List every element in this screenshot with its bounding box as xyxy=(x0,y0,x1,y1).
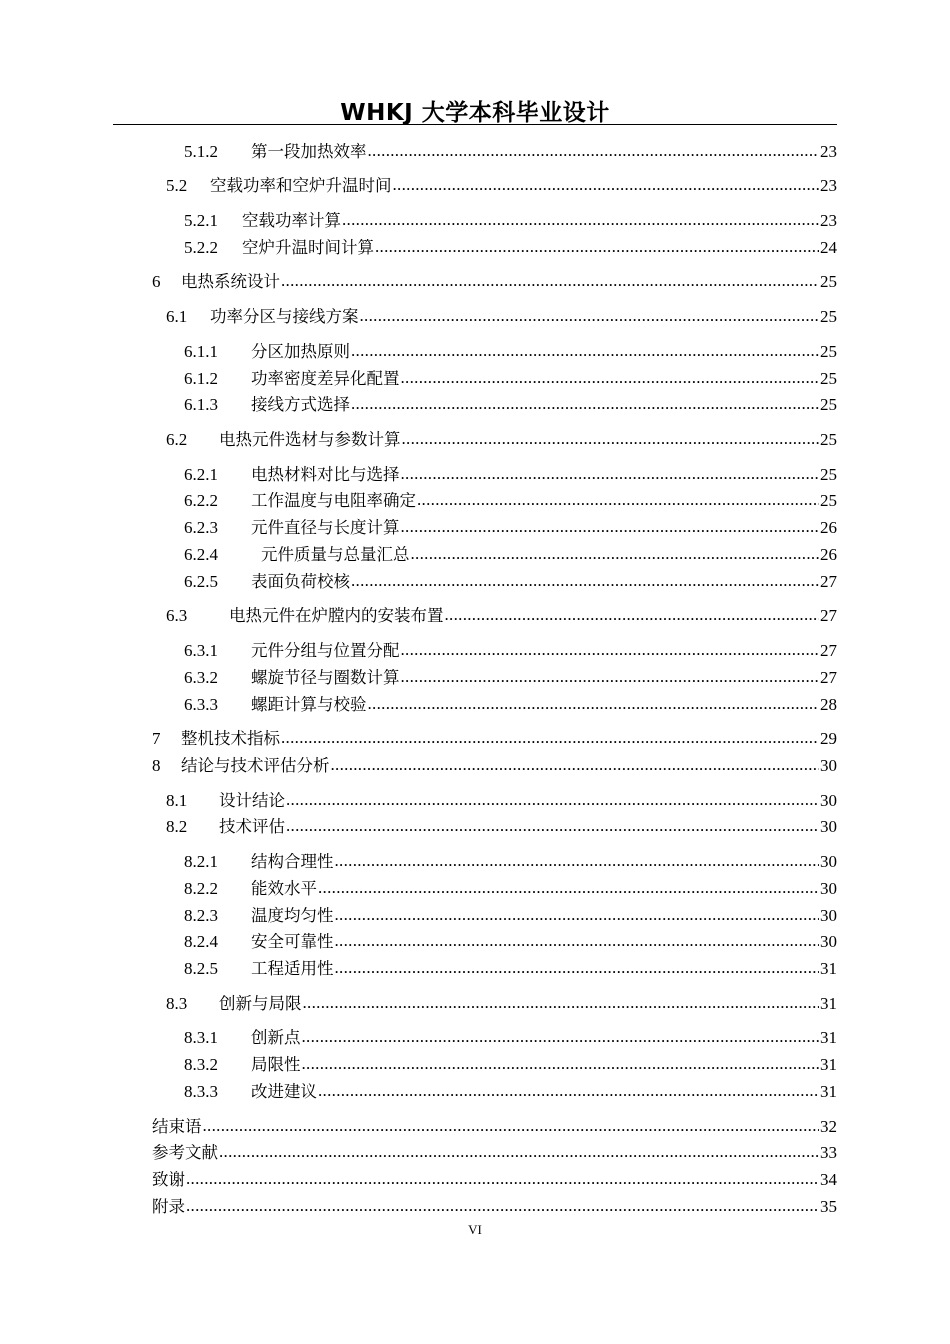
toc-dot-leader xyxy=(286,816,819,836)
toc-dot-leader xyxy=(219,1142,819,1162)
toc-entry-title: 工作温度与电阻率确定 xyxy=(251,491,416,510)
toc-entry-number: 6.3.2 xyxy=(184,668,218,687)
toc-entry-number: 6.2.2 xyxy=(184,491,218,510)
toc-entry-page: 27 xyxy=(820,668,837,687)
toc-entry-page: 29 xyxy=(820,729,837,748)
toc-entry[interactable] xyxy=(184,875,837,899)
page-number: VI xyxy=(468,1222,482,1237)
toc-entry-title: 空载功率计算 xyxy=(242,211,341,230)
toc-entry-title: 附录 xyxy=(152,1197,185,1216)
toc-dot-leader xyxy=(186,1169,819,1189)
toc-dot-leader xyxy=(375,237,819,257)
toc-entry-page: 25 xyxy=(820,369,837,388)
toc-dot-leader xyxy=(368,694,820,714)
toc-entry-number: 8.2.1 xyxy=(184,852,218,871)
toc-entry-title: 局限性 xyxy=(251,1055,301,1074)
toc-entry[interactable] xyxy=(184,568,837,592)
toc-entry-title: 改进建议 xyxy=(251,1082,317,1101)
toc-entry-page: 25 xyxy=(820,395,837,414)
toc-entry[interactable] xyxy=(152,752,837,776)
toc-entry[interactable] xyxy=(184,902,837,926)
toc-entry-page: 28 xyxy=(820,695,837,714)
toc-entry-title: 结束语 xyxy=(152,1117,202,1136)
toc-entry[interactable] xyxy=(184,514,837,538)
toc-entry-title: 分区加热原则 xyxy=(251,342,350,361)
toc-entry-title: 电热系统设计 xyxy=(181,272,280,291)
toc-entry-page: 23 xyxy=(820,211,837,230)
toc-dot-leader xyxy=(401,640,820,660)
toc-entry-title: 螺距计算与校验 xyxy=(251,695,367,714)
toc-dot-leader xyxy=(445,605,820,625)
toc-dot-leader xyxy=(351,571,819,591)
toc-entry-number: 5.2.1 xyxy=(184,211,218,230)
toc-entry-number: 5.1.2 xyxy=(184,142,218,161)
toc-dot-leader xyxy=(351,341,819,361)
toc-dot-leader xyxy=(302,1027,820,1047)
toc-entry-number: 5.2 xyxy=(166,176,188,195)
toc-entry-number: 8.3.2 xyxy=(184,1055,218,1074)
toc-entry-page: 27 xyxy=(820,606,837,625)
toc-entry-title: 整机技术指标 xyxy=(181,729,280,748)
toc-entry-page: 23 xyxy=(820,176,837,195)
toc-entry-page: 30 xyxy=(820,879,837,898)
toc-entry-title: 致谢 xyxy=(152,1170,185,1189)
toc-entry[interactable] xyxy=(166,813,837,837)
toc-entry-page: 25 xyxy=(820,307,837,326)
toc-entry-page: 25 xyxy=(820,342,837,361)
toc-entry-page: 30 xyxy=(820,756,837,775)
toc-entry-number: 6.3.1 xyxy=(184,641,218,660)
toc-entry-title: 创新点 xyxy=(251,1028,301,1047)
toc-entry[interactable] xyxy=(184,365,837,389)
toc-entry-number: 6.3.3 xyxy=(184,695,218,714)
toc-entry[interactable] xyxy=(166,787,837,811)
toc-entry-page: 23 xyxy=(820,142,837,161)
toc-dot-leader xyxy=(318,878,819,898)
toc-entry-number: 8.3 xyxy=(166,994,188,1013)
toc-entry-page: 31 xyxy=(820,1028,837,1047)
toc-entry-number: 7 xyxy=(152,729,161,748)
toc-entry-title: 螺旋节径与圈数计算 xyxy=(251,668,400,687)
toc-entry-number: 6 xyxy=(152,272,161,291)
toc-entry-title: 电热材料对比与选择 xyxy=(251,465,400,484)
toc-entry-title: 结论与技术评估分析 xyxy=(181,756,330,775)
toc-entry-page: 35 xyxy=(820,1197,837,1216)
toc-dot-leader xyxy=(417,490,819,510)
toc-dot-leader xyxy=(401,464,820,484)
toc-dot-leader xyxy=(401,368,820,388)
toc-entry[interactable] xyxy=(184,338,837,362)
toc-entry-number: 8.1 xyxy=(166,791,188,810)
toc-dot-leader xyxy=(335,851,820,871)
toc-entry[interactable] xyxy=(184,955,837,979)
toc-entry[interactable] xyxy=(152,1166,837,1190)
toc-dot-leader xyxy=(411,544,820,564)
toc-entry[interactable] xyxy=(166,303,837,327)
toc-entry-title: 温度均匀性 xyxy=(251,906,334,925)
toc-entry-page: 34 xyxy=(820,1170,837,1189)
toc-entry-number: 6.1.1 xyxy=(184,342,218,361)
toc-entry-number: 8.2.4 xyxy=(184,932,218,951)
toc-entry-title: 元件分组与位置分配 xyxy=(251,641,400,660)
toc-entry[interactable] xyxy=(184,1024,837,1048)
toc-dot-leader xyxy=(203,1116,820,1136)
toc-entry-number: 6.1.2 xyxy=(184,369,218,388)
toc-entry-title: 工程适用性 xyxy=(251,959,334,978)
toc-dot-leader xyxy=(360,306,820,326)
toc-entry[interactable] xyxy=(184,664,837,688)
toc-entry[interactable] xyxy=(166,172,837,196)
toc-entry-title: 第一段加热效率 xyxy=(251,142,367,161)
toc-entry-page: 33 xyxy=(820,1143,837,1162)
toc-entry-page: 27 xyxy=(820,572,837,591)
toc-dot-leader xyxy=(335,958,820,978)
toc-entry-title: 空载功率和空炉升温时间 xyxy=(210,176,392,195)
toc-entry[interactable] xyxy=(184,461,837,485)
toc-entry[interactable] xyxy=(152,1193,837,1217)
toc-entry-title: 接线方式选择 xyxy=(251,395,350,414)
toc-entry-number: 5.2.2 xyxy=(184,238,218,257)
toc-dot-leader xyxy=(302,1054,820,1074)
toc-entry-page: 25 xyxy=(820,272,837,291)
toc-entry-page: 27 xyxy=(820,641,837,660)
toc-entry[interactable] xyxy=(166,602,837,626)
toc-entry-page: 30 xyxy=(820,932,837,951)
toc-dot-leader xyxy=(286,790,819,810)
toc-entry[interactable] xyxy=(184,207,837,231)
toc-entry[interactable] xyxy=(184,1078,837,1102)
toc-entry-page: 32 xyxy=(820,1117,837,1136)
toc-dot-leader xyxy=(402,429,820,449)
toc-entry-title: 结构合理性 xyxy=(251,852,334,871)
toc-entry-number: 8.2 xyxy=(166,817,188,836)
toc-entry-title: 创新与局限 xyxy=(219,994,302,1013)
toc-dot-leader xyxy=(186,1196,819,1216)
toc-dot-leader xyxy=(281,271,819,291)
toc-entry-title: 安全可靠性 xyxy=(251,932,334,951)
toc-entry-number: 6.2 xyxy=(166,430,188,449)
toc-entry[interactable] xyxy=(184,928,837,952)
toc-entry-page: 25 xyxy=(820,465,837,484)
toc-entry-title: 元件直径与长度计算 xyxy=(251,518,400,537)
running-header-title: WHKJ 大学本科毕业设计 xyxy=(340,100,610,126)
toc-entry-number: 6.2.3 xyxy=(184,518,218,537)
toc-entry[interactable] xyxy=(152,725,837,749)
toc-entry-number: 8.2.5 xyxy=(184,959,218,978)
toc-entry-title: 设计结论 xyxy=(219,791,285,810)
toc-entry[interactable] xyxy=(184,391,837,415)
toc-entry-page: 30 xyxy=(820,852,837,871)
toc-dot-leader xyxy=(368,141,820,161)
toc-dot-leader xyxy=(335,931,820,951)
toc-entry-number: 8 xyxy=(152,756,161,775)
toc-entry-page: 26 xyxy=(820,545,837,564)
toc-entry[interactable] xyxy=(184,691,837,715)
toc-entry[interactable] xyxy=(184,637,837,661)
toc-entry[interactable] xyxy=(152,1139,837,1163)
toc-dot-leader xyxy=(281,728,819,748)
toc-entry-page: 31 xyxy=(820,994,837,1013)
toc-dot-leader xyxy=(351,394,819,414)
toc-entry-title: 空炉升温时间计算 xyxy=(242,238,374,257)
toc-entry-page: 31 xyxy=(820,1082,837,1101)
toc-entry-title: 能效水平 xyxy=(251,879,317,898)
toc-dot-leader xyxy=(335,905,820,925)
toc-dot-leader xyxy=(401,667,820,687)
toc-entry-number: 6.1 xyxy=(166,307,188,326)
toc-entry-title: 技术评估 xyxy=(219,817,285,836)
toc-entry-page: 30 xyxy=(820,906,837,925)
toc-entry-page: 30 xyxy=(820,791,837,810)
toc-entry-page: 24 xyxy=(820,238,837,257)
toc-entry-title: 电热元件在炉膛内的安装布置 xyxy=(229,606,444,625)
toc-entry-number: 6.2.5 xyxy=(184,572,218,591)
toc-entry-title: 功率密度差异化配置 xyxy=(251,369,400,388)
toc-entry-page: 30 xyxy=(820,817,837,836)
toc-entry-number: 8.3.3 xyxy=(184,1082,218,1101)
toc-entry[interactable] xyxy=(184,487,837,511)
toc-entry[interactable] xyxy=(166,990,837,1014)
toc-dot-leader xyxy=(393,175,820,195)
toc-dot-leader xyxy=(331,755,820,775)
toc-entry[interactable] xyxy=(184,138,837,162)
toc-entry-number: 6.3 xyxy=(166,606,188,625)
toc-dot-leader xyxy=(303,993,820,1013)
toc-entry-title: 表面负荷校核 xyxy=(251,572,350,591)
toc-entry-number: 8.2.3 xyxy=(184,906,218,925)
toc-entry-number: 8.3.1 xyxy=(184,1028,218,1047)
toc-entry[interactable] xyxy=(184,848,837,872)
toc-dot-leader xyxy=(342,210,819,230)
toc-entry[interactable] xyxy=(166,426,837,450)
toc-entry[interactable] xyxy=(152,268,837,292)
toc-dot-leader xyxy=(318,1081,819,1101)
toc-entry-number: 8.2.2 xyxy=(184,879,218,898)
toc-entry-number: 6.2.1 xyxy=(184,465,218,484)
toc-entry-title: 电热元件选材与参数计算 xyxy=(219,430,401,449)
toc-entry-page: 25 xyxy=(820,491,837,510)
toc-entry[interactable] xyxy=(184,541,837,565)
toc-entry-title: 功率分区与接线方案 xyxy=(210,307,359,326)
toc-entry[interactable] xyxy=(184,1051,837,1075)
toc-entry-page: 25 xyxy=(820,430,837,449)
toc-entry-number: 6.1.3 xyxy=(184,395,218,414)
toc-entry-page: 31 xyxy=(820,959,837,978)
toc-entry-page: 31 xyxy=(820,1055,837,1074)
toc-entry[interactable] xyxy=(184,234,837,258)
toc-entry-page: 26 xyxy=(820,518,837,537)
toc-entry[interactable] xyxy=(152,1113,837,1137)
toc-dot-leader xyxy=(401,517,820,537)
toc-entry-title: 元件质量与总量汇总 xyxy=(261,545,410,564)
toc-entry-number: 6.2.4 xyxy=(184,545,218,564)
toc-entry-title: 参考文献 xyxy=(152,1143,218,1162)
